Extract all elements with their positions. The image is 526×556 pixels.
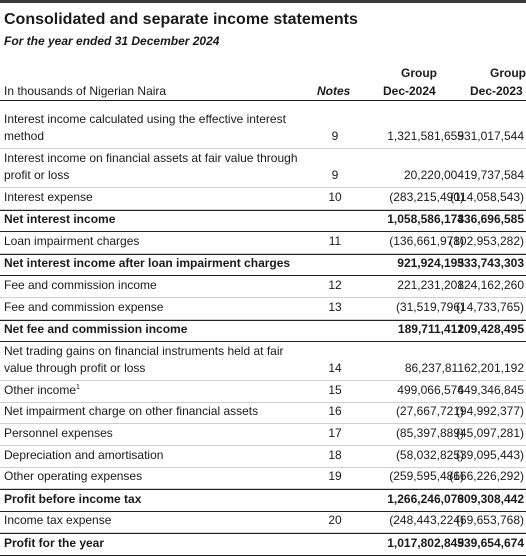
footnote-marker: 1 [76, 383, 80, 391]
value-dec-2024: 1,058,586,173 [387, 212, 464, 227]
value-dec-2024: 921,924,195 [397, 256, 464, 271]
row-note-ref: 10 [328, 189, 342, 204]
row-label [4, 189, 304, 206]
row-note-ref: 15 [328, 382, 342, 397]
row-label-text: Profit for the year [4, 535, 105, 550]
row-note-ref: 11 [328, 233, 342, 248]
table-row [0, 424, 526, 446]
table-row [0, 276, 526, 298]
row-label-text: Other operating expenses [4, 469, 143, 484]
value-dec-2024: (27,667,721) [395, 404, 464, 419]
value-dec-2024: 499,066,576 [397, 382, 464, 397]
row-note-ref: 9 [331, 129, 339, 143]
row-note-ref: 16 [328, 404, 342, 419]
row-note-ref: 17 [328, 425, 342, 440]
row-note-ref: 18 [328, 447, 342, 462]
value-dec-2024: (31,519,796) [395, 299, 464, 314]
value-dec-2023: 436,696,585 [457, 212, 524, 227]
value-dec-2024: (85,397,889) [395, 425, 464, 440]
row-label [4, 535, 304, 552]
row-label [4, 343, 304, 377]
row-label [4, 512, 304, 529]
value-dec-2023: (14,733,765) [455, 299, 524, 314]
value-dec-2023: (114,058,543) [450, 189, 524, 204]
row-label-text: Net fee and commission income [4, 322, 188, 337]
value-dec-2023: 62,201,192 [463, 361, 524, 376]
value-dec-2024: 1,017,802,849 [387, 535, 464, 550]
row-label-text: Other income [4, 382, 77, 397]
table-row [0, 232, 526, 254]
value-dec-2024: 86,237,811 [404, 361, 464, 376]
value-dec-2023: 531,017,544 [457, 129, 524, 143]
row-label [4, 403, 304, 420]
row-label [4, 468, 304, 485]
subtotal-row [0, 320, 526, 343]
table-row [0, 446, 526, 468]
row-label-text: Interest income calculated using the effective interest method [4, 112, 286, 143]
value-dec-2023: 449,346,845 [457, 382, 524, 397]
table-row [0, 110, 526, 149]
table-row [0, 512, 526, 534]
units-caption: In thousands of Nigerian Naira [4, 84, 167, 98]
row-label-text: Depreciation and amortisation [4, 447, 164, 462]
row-note-ref: 20 [328, 513, 342, 528]
value-dec-2023: 19,737,584 [463, 168, 524, 182]
row-label [4, 382, 304, 399]
row-label-text: Fee and commission expense [4, 299, 164, 314]
value-dec-2023: 124,162,260 [457, 277, 524, 292]
statement-title: Consolidated and separate income statements [4, 11, 358, 28]
value-dec-2023: 539,654,674 [457, 535, 524, 550]
row-note-ref: 19 [328, 469, 342, 484]
value-dec-2023: (94,992,377) [455, 404, 524, 419]
subtotal-row [0, 489, 526, 512]
row-label [4, 211, 304, 228]
row-label [4, 491, 304, 508]
table-row [0, 381, 526, 403]
row-label-text: Interest income on financial assets at fair value through profit or loss [4, 151, 298, 182]
row-label-text: Net interest income after loan impairment charges [4, 256, 291, 271]
value-dec-2023: (166,226,292) [449, 469, 524, 484]
row-label-text: Loan impairment charges [4, 233, 140, 248]
subtotal-row [0, 210, 526, 233]
table-row [0, 403, 526, 425]
value-dec-2024: (259,595,486) [389, 469, 464, 484]
subtotal-row [0, 533, 526, 556]
col2-group-header: Group [490, 66, 526, 80]
subtotal-row [0, 254, 526, 277]
table-row [0, 468, 526, 490]
value-dec-2023: (69,653,768) [455, 513, 524, 528]
value-dec-2024: (58,032,825) [395, 447, 464, 462]
col1-group-header: Group [401, 66, 437, 80]
statement-subtitle: For the year ended 31 December 2024 [4, 34, 220, 48]
row-label-text: Income tax expense [4, 513, 112, 528]
row-label-text: Profit before income tax [4, 491, 142, 506]
row-label-text: Interest expense [4, 189, 93, 204]
col2-date-header: Dec-2023 [470, 84, 523, 98]
value-dec-2024: 189,711,412 [397, 322, 464, 337]
row-label [4, 277, 304, 294]
row-label [4, 255, 304, 272]
row-note-ref: 13 [328, 299, 342, 314]
value-dec-2023: (39,095,443) [455, 447, 524, 462]
value-dec-2024: 1,321,581,659 [387, 129, 464, 143]
header-rule [0, 100, 526, 101]
row-label [4, 447, 304, 464]
value-dec-2024: (248,443,224) [389, 513, 464, 528]
row-label [4, 150, 304, 184]
value-dec-2024: (283,215,490) [389, 189, 464, 204]
table-row [0, 188, 526, 210]
row-label-text: Net impairment charge on other financial assets [4, 404, 259, 419]
value-dec-2023: 609,308,442 [457, 491, 524, 506]
row-note-ref: 9 [331, 168, 339, 182]
value-dec-2024: 1,266,246,073 [387, 491, 464, 506]
table-row [0, 342, 526, 381]
value-dec-2023: 333,743,303 [457, 256, 524, 271]
row-label [4, 233, 304, 250]
row-label-text: Fee and commission income [4, 277, 157, 292]
row-note-ref: 12 [328, 277, 342, 292]
value-dec-2023: (45,097,281) [455, 425, 524, 440]
row-label-text: Personnel expenses [4, 425, 113, 440]
row-label-text: Net trading gains on financial instruments held at fair value through profit or loss [4, 344, 284, 376]
value-dec-2024: 20,220,004 [403, 168, 464, 182]
top-border [0, 0, 526, 3]
table-row [0, 149, 526, 188]
table-row [0, 298, 526, 320]
row-label [4, 111, 304, 145]
value-dec-2023: 109,428,495 [457, 322, 524, 337]
notes-header: Notes [317, 84, 351, 98]
value-dec-2023: (102,953,282) [449, 233, 524, 248]
row-label [4, 299, 304, 316]
row-label-text: Net interest income [4, 212, 116, 227]
income-statement-table [0, 110, 526, 556]
row-note-ref: 14 [328, 361, 342, 376]
value-dec-2024: 221,231,208 [397, 277, 464, 292]
col1-date-header: Dec-2024 [383, 84, 436, 98]
row-label [4, 425, 304, 442]
value-dec-2024: (136,661,978) [389, 233, 464, 248]
row-label [4, 321, 304, 338]
